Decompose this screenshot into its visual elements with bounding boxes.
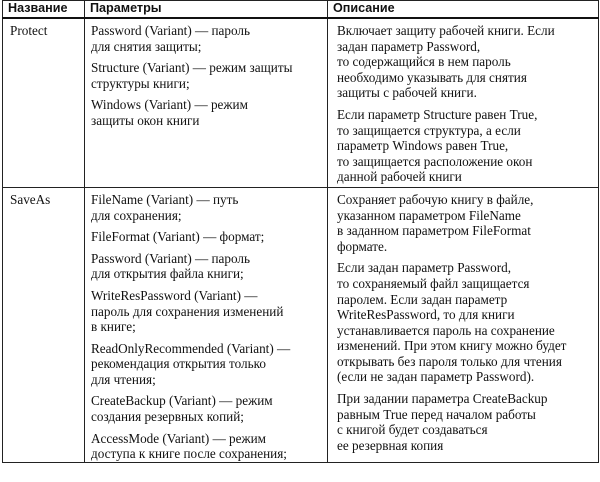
param-line: рекомендация открытия только <box>91 356 266 372</box>
header-row <box>3 1 599 19</box>
description-line: данной рабочей книги <box>337 169 462 185</box>
description-line: задан параметр Password, <box>337 38 481 54</box>
description-line: Если задан параметр Password, <box>337 260 512 276</box>
param-line: CreateBackup (Variant) — режим <box>91 393 273 409</box>
param-line: создания резервных копий; <box>91 409 244 425</box>
method-name: Protect <box>3 18 85 187</box>
description-paragraph <box>337 107 596 185</box>
param-paragraph <box>91 97 325 128</box>
description-line: устанавливается пароль на сохранение <box>337 322 555 338</box>
methods-table <box>2 0 599 463</box>
description-paragraph <box>337 391 596 453</box>
description-paragraph <box>337 23 596 101</box>
param-line: FileName (Variant) — путь <box>91 191 239 207</box>
param-line: Structure (Variant) — режим защиты <box>91 60 293 76</box>
param-line: FileFormat (Variant) — формат; <box>91 229 265 245</box>
param-paragraph <box>91 23 325 54</box>
param-paragraph <box>91 288 325 335</box>
description-line: то содержащийся в нем пароль <box>337 54 511 70</box>
description-line: формате. <box>337 238 388 254</box>
description-line: указанном параметром FileName <box>337 207 521 223</box>
param-paragraph <box>91 192 325 223</box>
description-line: паролем. Если задан параметр <box>337 291 508 307</box>
param-line: Windows (Variant) — режим <box>91 97 248 113</box>
header-description: Описание <box>328 1 599 19</box>
param-line: для чтения; <box>91 371 156 387</box>
param-line: в книге; <box>91 319 136 335</box>
description-paragraph <box>337 260 596 385</box>
param-line: Password (Variant) — пароль <box>91 250 251 266</box>
method-description <box>328 18 599 187</box>
description-line: защиты с рабочей книги. <box>337 85 477 101</box>
param-paragraph <box>91 229 325 245</box>
description-line: открывать без пароля только для чтения <box>337 353 562 369</box>
description-line: При задании параметра CreateBackup <box>337 391 548 407</box>
description-line: Если параметр Structure равен True, <box>337 106 538 122</box>
description-line: равным True перед началом работы <box>337 406 536 422</box>
param-paragraph <box>91 60 325 91</box>
param-line: пароль для сохранения изменений <box>91 303 284 319</box>
param-line: защиты окон книги <box>91 112 200 128</box>
description-paragraph <box>337 192 596 254</box>
description-line: изменений. При этом книгу можно будет <box>337 338 567 354</box>
param-paragraph <box>91 251 325 282</box>
description-line: (если не задан параметр Password). <box>337 369 535 385</box>
description-line: необходимо указывать для снятия <box>337 69 527 85</box>
param-paragraph <box>91 393 325 424</box>
description-line: Включает защиту рабочей книги. Если <box>337 23 555 38</box>
table-row <box>3 187 599 462</box>
param-line: AccessMode (Variant) — режим <box>91 430 267 446</box>
description-line: ее резервная копия <box>337 437 444 453</box>
param-line: для снятия защиты; <box>91 38 202 54</box>
header-name: Название <box>3 1 85 19</box>
param-line: для сохранения; <box>91 207 182 223</box>
description-line: то защищается расположение окон <box>337 153 533 169</box>
description-line: параметр Windows равен True, <box>337 138 509 154</box>
param-paragraph <box>91 431 325 462</box>
param-paragraph <box>91 341 325 388</box>
param-line: доступа к книге после сохранения; <box>91 446 287 462</box>
header-params: Параметры <box>85 1 328 19</box>
description-line: в заданном параметром FileFormat <box>337 223 531 239</box>
description-line: с книгой будет создаваться <box>337 422 488 438</box>
description-line: то сохраняемый файл защищается <box>337 275 530 291</box>
method-params <box>85 18 328 187</box>
method-description <box>328 187 599 462</box>
description-line: то защищается структура, а если <box>337 122 521 138</box>
param-line: ReadOnlyRecommended (Variant) — <box>91 340 291 356</box>
param-line: Password (Variant) — пароль <box>91 23 251 38</box>
description-line: WriteResPassword, то для книги <box>337 307 515 323</box>
description-line: Сохраняет рабочую книгу в файле, <box>337 191 534 207</box>
table-row <box>3 18 599 187</box>
param-line: структуры книги; <box>91 75 190 91</box>
method-name: SaveAs <box>3 187 85 462</box>
method-params <box>85 187 328 462</box>
param-line: для открытия файла книги; <box>91 266 244 282</box>
param-line: WriteResPassword (Variant) — <box>91 287 258 303</box>
